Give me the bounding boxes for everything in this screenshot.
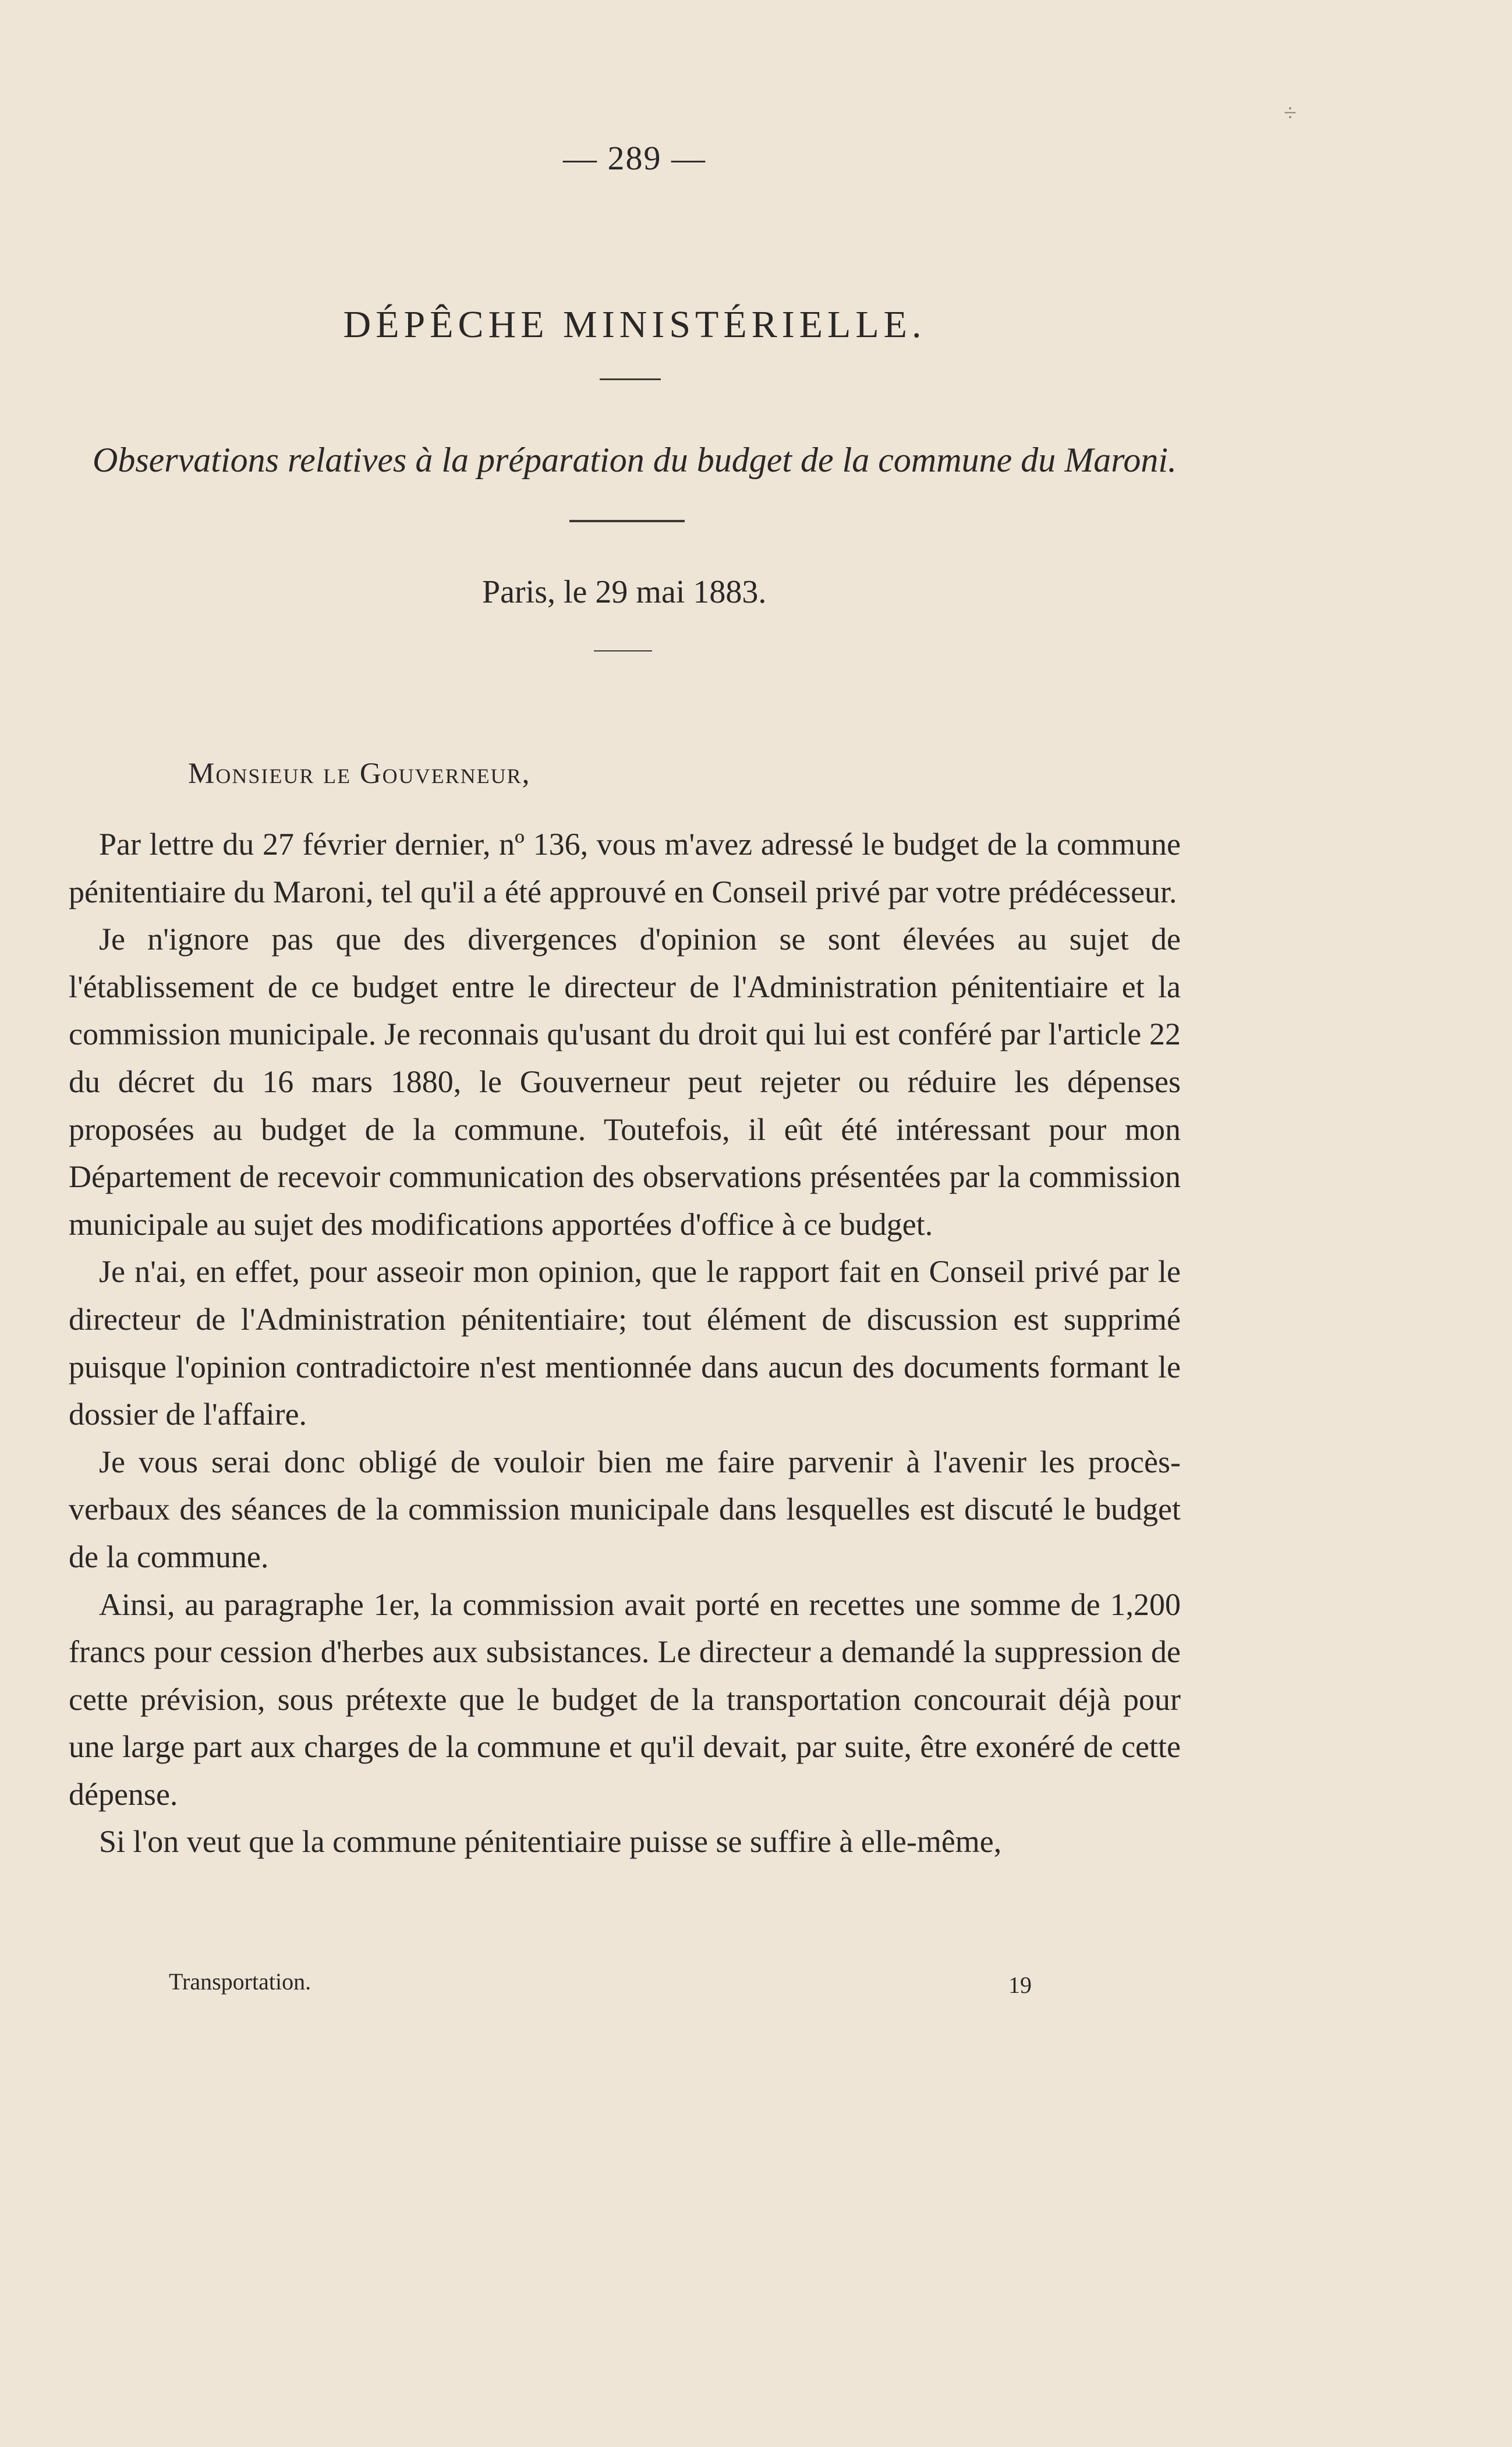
paragraph: Je vous serai donc obligé de vouloir bien me faire parvenir à l'avenir les procès-verbaux des séances de la commission municipale dans lesquelles est discuté le budget de la commune. xyxy=(69,1444,1181,1574)
paragraph: Je n'ignore pas que des divergences d'opinion se sont élevées au sujet de l'établissement de ce budget entre le directeur de l'Administration pénitentiaire et la commission municipale. Je reconnais qu'usant du droit qui lui est conféré par l'article 22 du décret du 16 mars 1880, le Gouverneur peut rejeter ou réduire les dépenses proposées au budget de la commune. Toutefois, il eût été intéressant pour mon Département de recevoir communication des observations présentées par la commission municipale au sujet des modifications apportées d'office à ce budget. xyxy=(69,922,1181,1242)
document-subtitle: Observations relatives à la préparation du budget de la commune du Maroni. xyxy=(93,441,1177,479)
page-number: — 289 — xyxy=(563,139,706,177)
paragraph: Si l'on veut que la commune pénitentiaire puisse se suffire à elle-même, xyxy=(99,1824,1002,1860)
paragraph: Ainsi, au paragraphe 1er, la commission avait porté en recettes une somme de 1,200 francs pour cession d'herbes aux subsistances. Le directeur a demandé la suppression de cette prévision, sous prétexte que le budget de la transportation concourait déjà pour une large part aux charges de la commune et qu'il devait, par suite, être exonéré de cette dépense. xyxy=(69,1587,1181,1812)
margin-mark: ÷ xyxy=(1284,100,1297,126)
document-title: DÉPÊCHE MINISTÉRIELLE. xyxy=(343,303,926,346)
subtitle-rule xyxy=(569,520,685,522)
salutation: Monsieur le Gouverneur, xyxy=(188,757,531,790)
date-line: Paris, le 29 mai 1883. xyxy=(482,574,767,610)
footer-sheet-number: 19 xyxy=(1008,1972,1032,1998)
paragraph: Par lettre du 27 février dernier, nº 136, vous m'avez adressé le budget de la commune pénitentiaire du Maroni, tel qu'il a été approuvé en Conseil privé par votre prédécesseur. xyxy=(69,827,1181,909)
title-rule xyxy=(600,378,661,380)
paragraph: Je n'ai, en effet, pour asseoir mon opinion, que le rapport fait en Conseil privé par le directeur de l'Administration pénitentiaire; tout élément de discussion est supprimé puisque l'opinion contradictoire n'est mentionnée dans aucun des documents formant le dossier de l'affaire. xyxy=(69,1254,1181,1432)
date-rule xyxy=(594,650,652,651)
footer-signature-mark: Transportation. xyxy=(169,1968,311,1995)
letter-body xyxy=(69,821,1181,1866)
